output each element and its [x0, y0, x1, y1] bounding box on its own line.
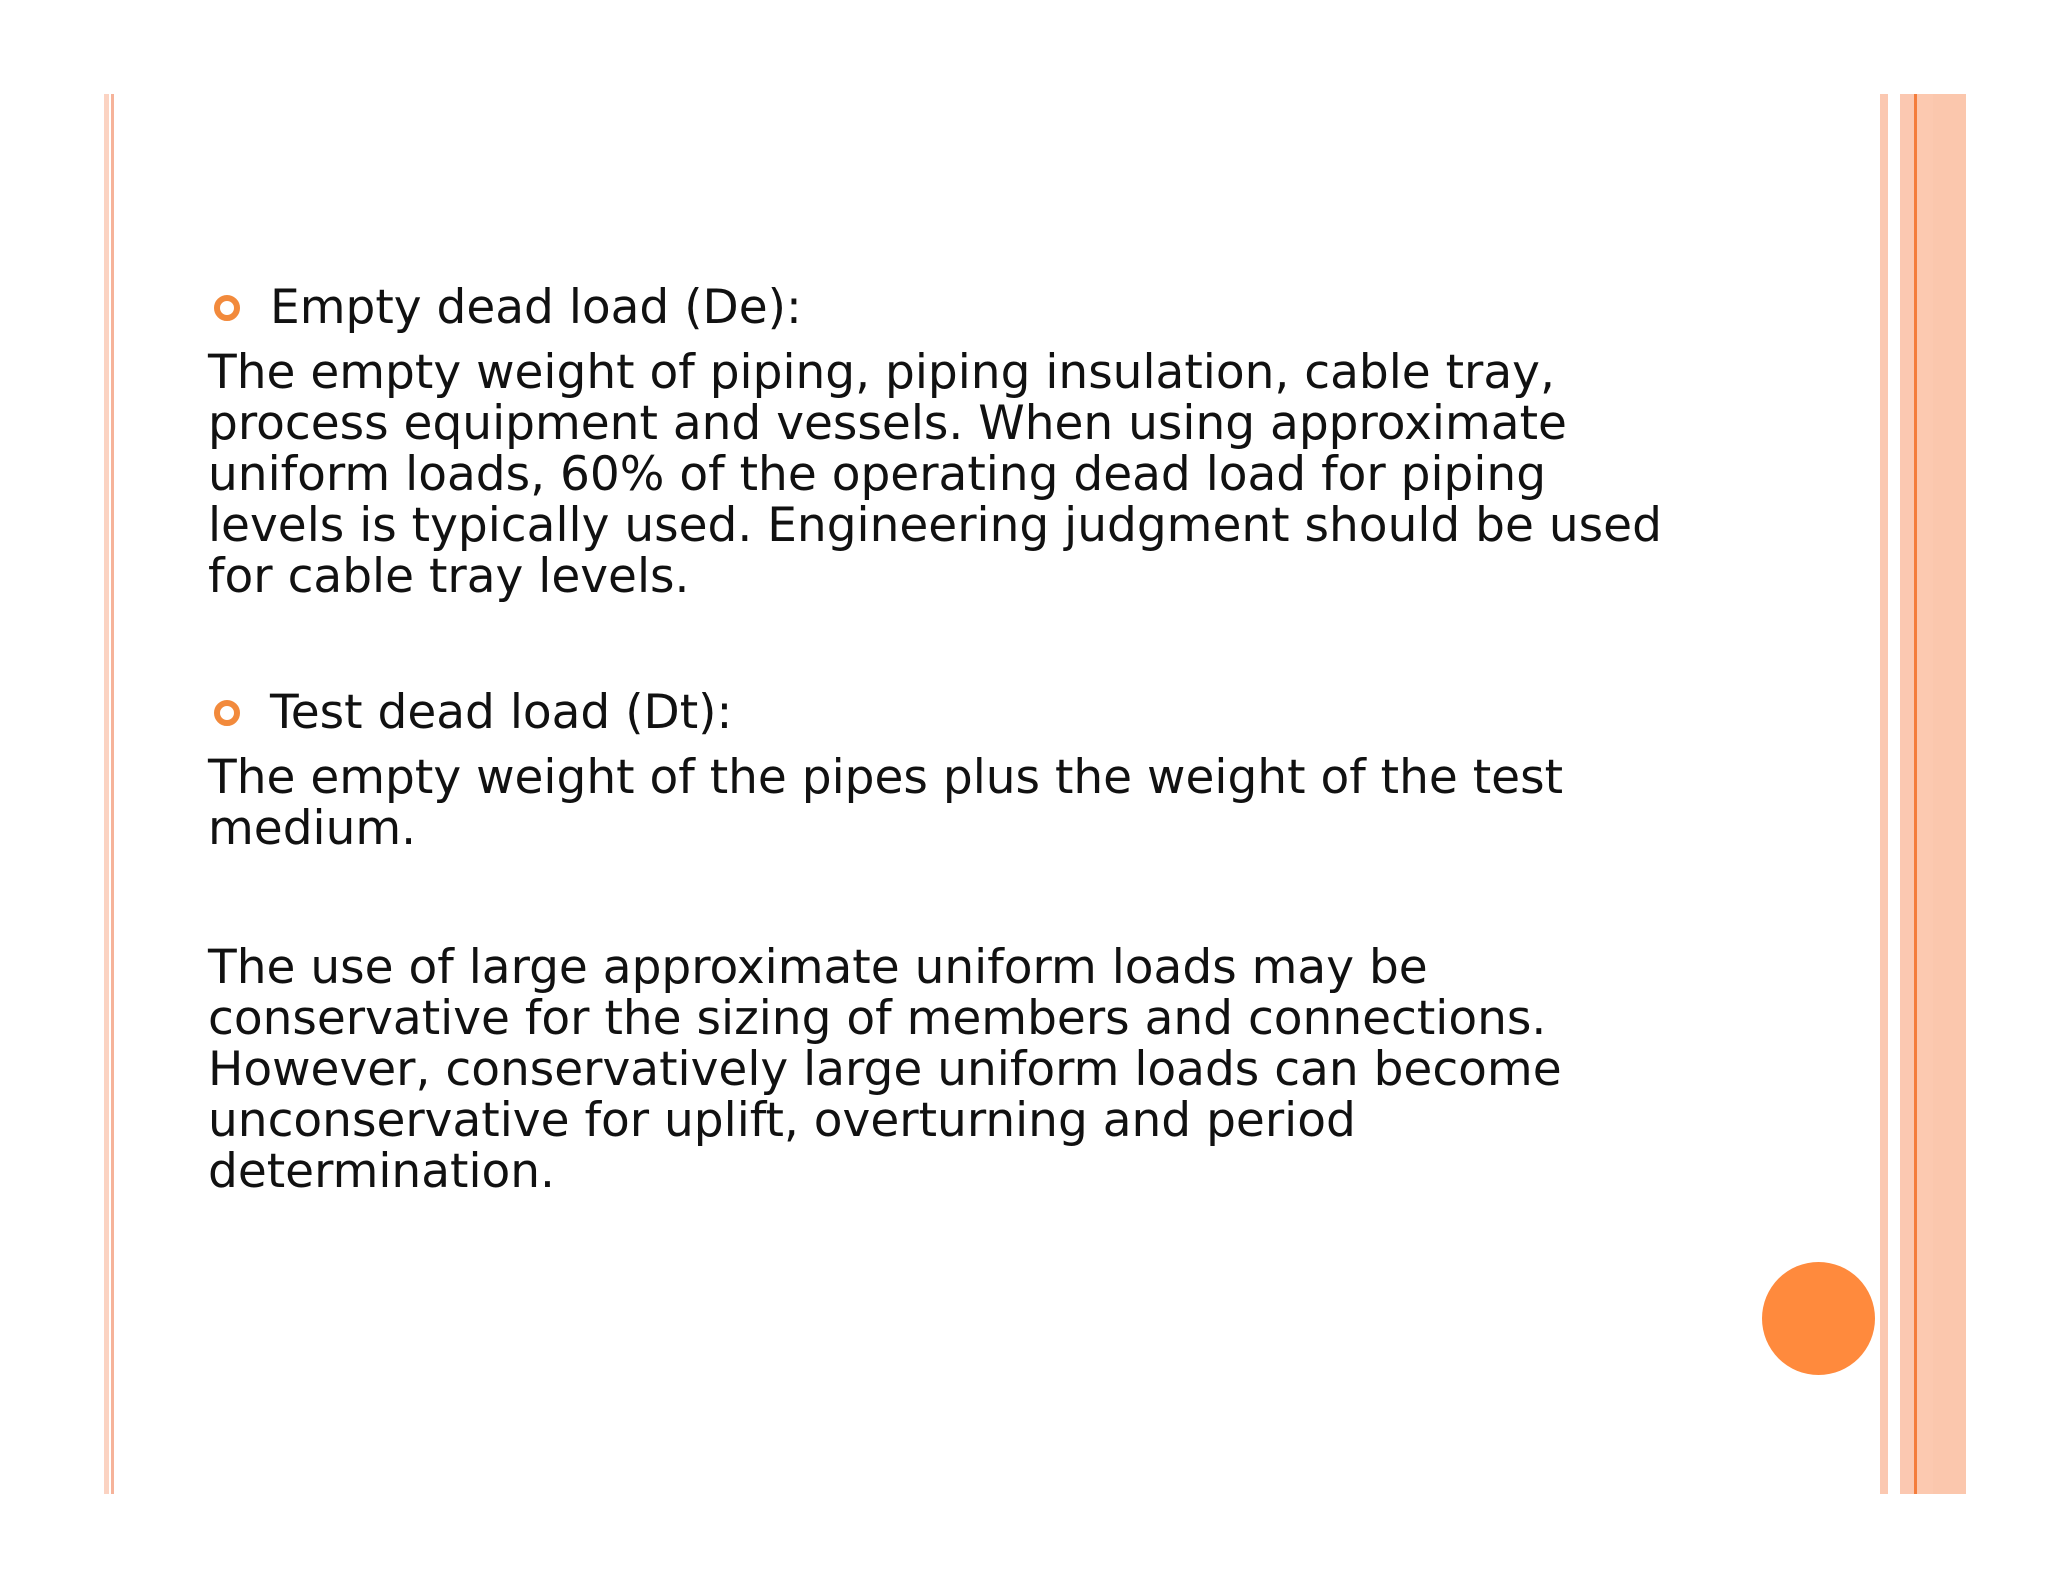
paragraph-test-dead-load: The empty weight of the pipes plus the weight of the test medium. — [208, 750, 1564, 856]
bullet-heading: Test dead load (Dt): — [270, 685, 733, 740]
right-decorative-strip — [1917, 94, 1933, 1494]
hollow-circle-bullet-icon — [214, 295, 240, 321]
left-decorative-bar — [104, 94, 109, 1494]
left-decorative-bar-inner — [111, 94, 114, 1494]
right-decorative-strip — [1880, 94, 1888, 1494]
decorative-circle — [1762, 1262, 1875, 1375]
paragraph-empty-dead-load: The empty weight of piping, piping insulation, cable tray, process equipment and vessels. When using approximate uniform loads, 60% of the operating dead load for piping levels is typically used. Engineering judgment should be used for cable tray levels. — [208, 345, 1662, 604]
bullet-heading: Empty dead load (De): — [270, 280, 802, 335]
bullet-test-dead-load — [208, 687, 1708, 738]
hollow-circle-bullet-icon — [214, 700, 240, 726]
bullet-empty-dead-load — [208, 282, 1708, 333]
right-decorative-strip — [1900, 94, 1914, 1494]
paragraph-uniform-loads-note: The use of large approximate uniform loads may be conservative for the sizing of members and connections. However, conservatively large uniform loads can become unconservative for uplift, overturning and period determination. — [208, 940, 1562, 1199]
right-decorative-strip — [1933, 94, 1966, 1494]
slide-content — [208, 282, 1708, 1197]
